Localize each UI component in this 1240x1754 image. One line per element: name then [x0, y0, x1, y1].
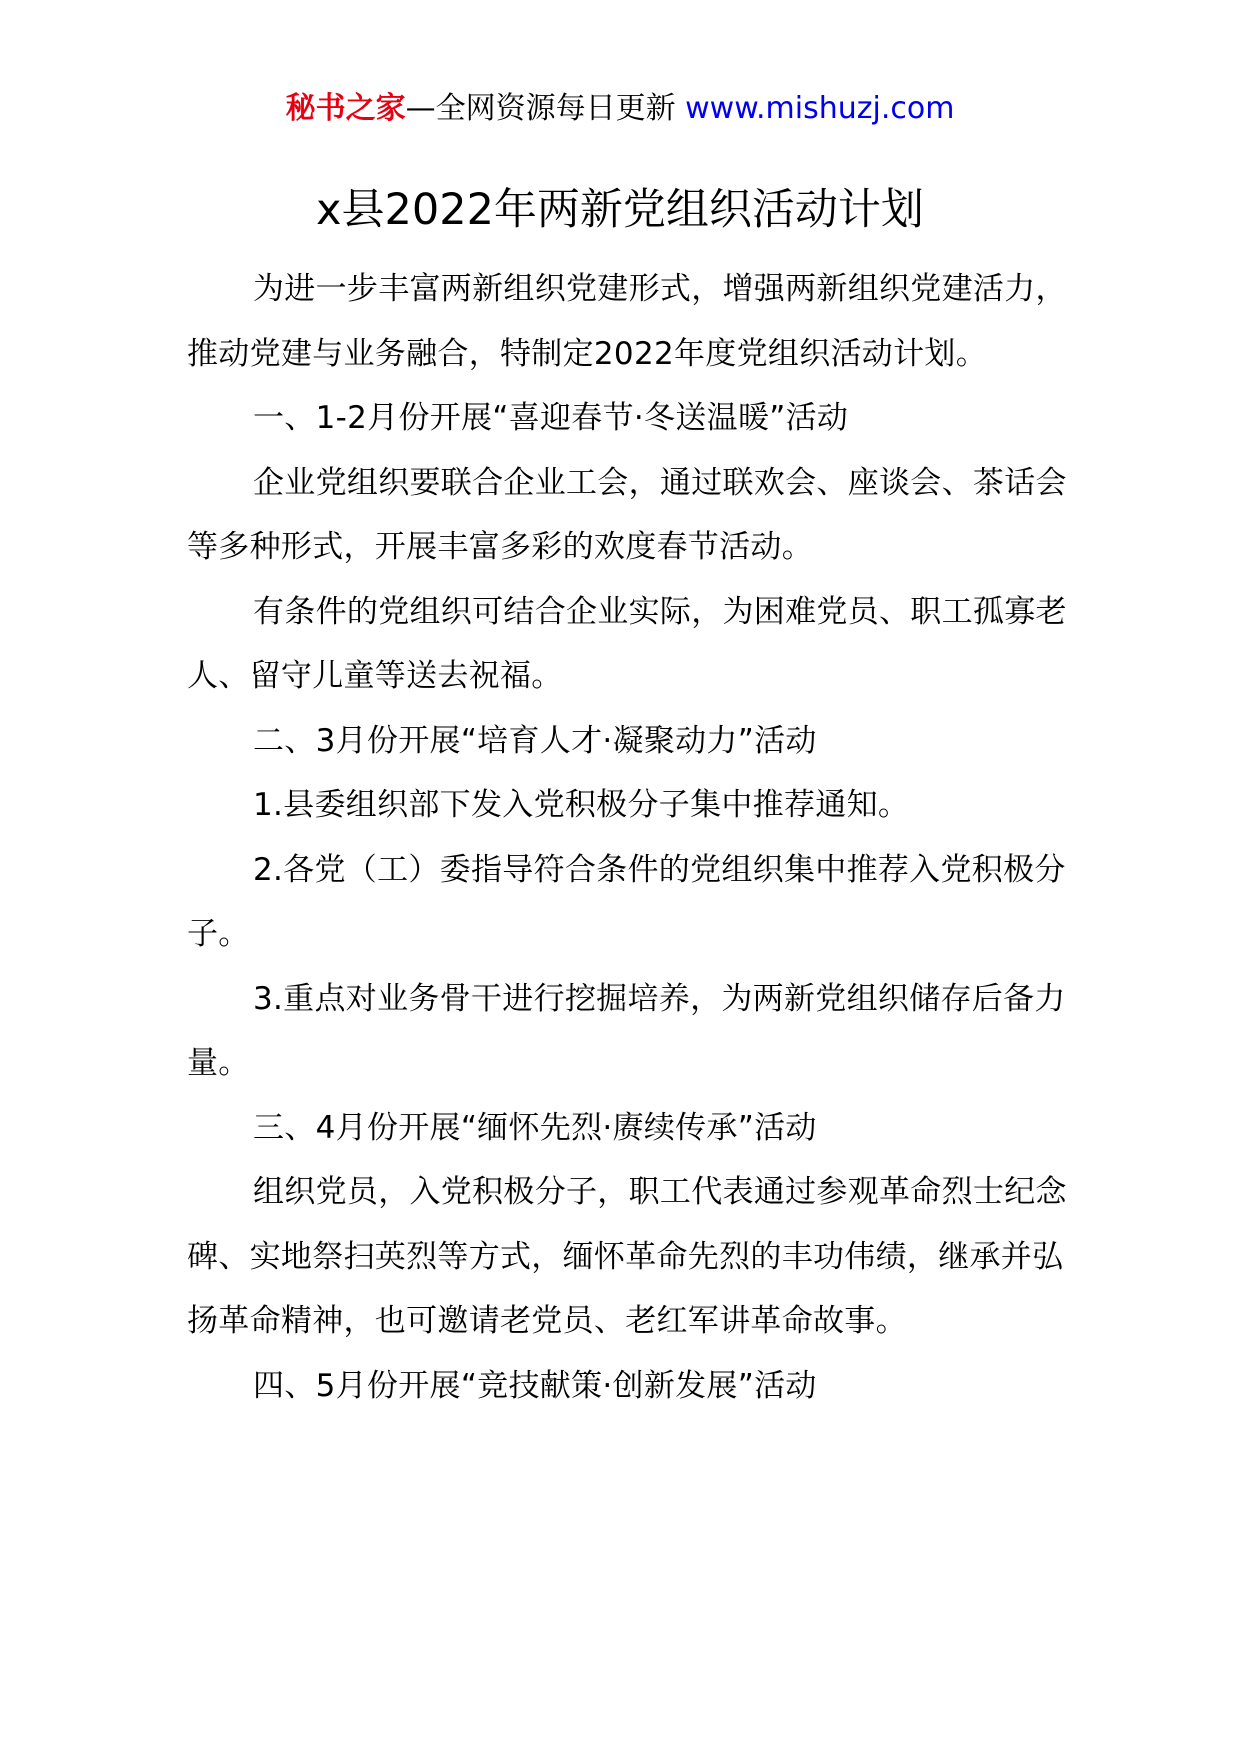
- header-tagline: —全网资源每日更新: [405, 91, 676, 126]
- brand-name: 秘书之家: [285, 91, 406, 126]
- section-3-paragraph-1: 组织党员，入党积极分子，职工代表通过参观革命烈士纪念碑、实地祭扫英烈等方式，缅怀革命先烈的丰功伟绩，继承并弘扬革命精神，也可邀请老党员、老红军讲革命故事。: [187, 1174, 1067, 1339]
- document-body: [187, 257, 1067, 1418]
- section-heading-4: 四、5月份开展“竞技献策·创新发展”活动: [253, 1367, 817, 1404]
- section-2-item-3: 3.重点对业务骨干进行挖掘培养，为两新党组织储存后备力量。: [187, 980, 1066, 1081]
- section-2-item-1: 1.县委组织部下发入党积极分子集中推荐通知。: [253, 787, 910, 823]
- section-heading-3: 三、4月份开展“缅怀先烈·赓续传承”活动: [253, 1109, 817, 1146]
- header-banner: [0, 84, 1240, 134]
- section-heading-2: 二、3月份开展“培育人才·凝聚动力”活动: [253, 722, 817, 759]
- section-heading-1: 一、1-2月份开展“喜迎春节·冬送温暖”活动: [253, 400, 849, 436]
- site-url-link[interactable]: www.mishuzj.com: [685, 91, 955, 126]
- section-2-item-2: 2.各党（工）委指导符合条件的党组织集中推荐入党积极分子。: [187, 851, 1066, 952]
- intro-paragraph: 为进一步丰富两新组织党建形式，增强两新组织党建活力，推动党建与业务融合，特制定2022年度党组织活动计划。: [187, 271, 1067, 372]
- section-1-paragraph-2: 有条件的党组织可结合企业实际，为困难党员、职工孤寡老人、留守儿童等送去祝福。: [187, 593, 1067, 694]
- document-title: x县2022年两新党组织活动计划: [316, 185, 924, 235]
- section-1-paragraph-1: 企业党组织要联合企业工会，通过联欢会、座谈会、茶话会等多种形式，开展丰富多彩的欢度春节活动。: [187, 464, 1067, 565]
